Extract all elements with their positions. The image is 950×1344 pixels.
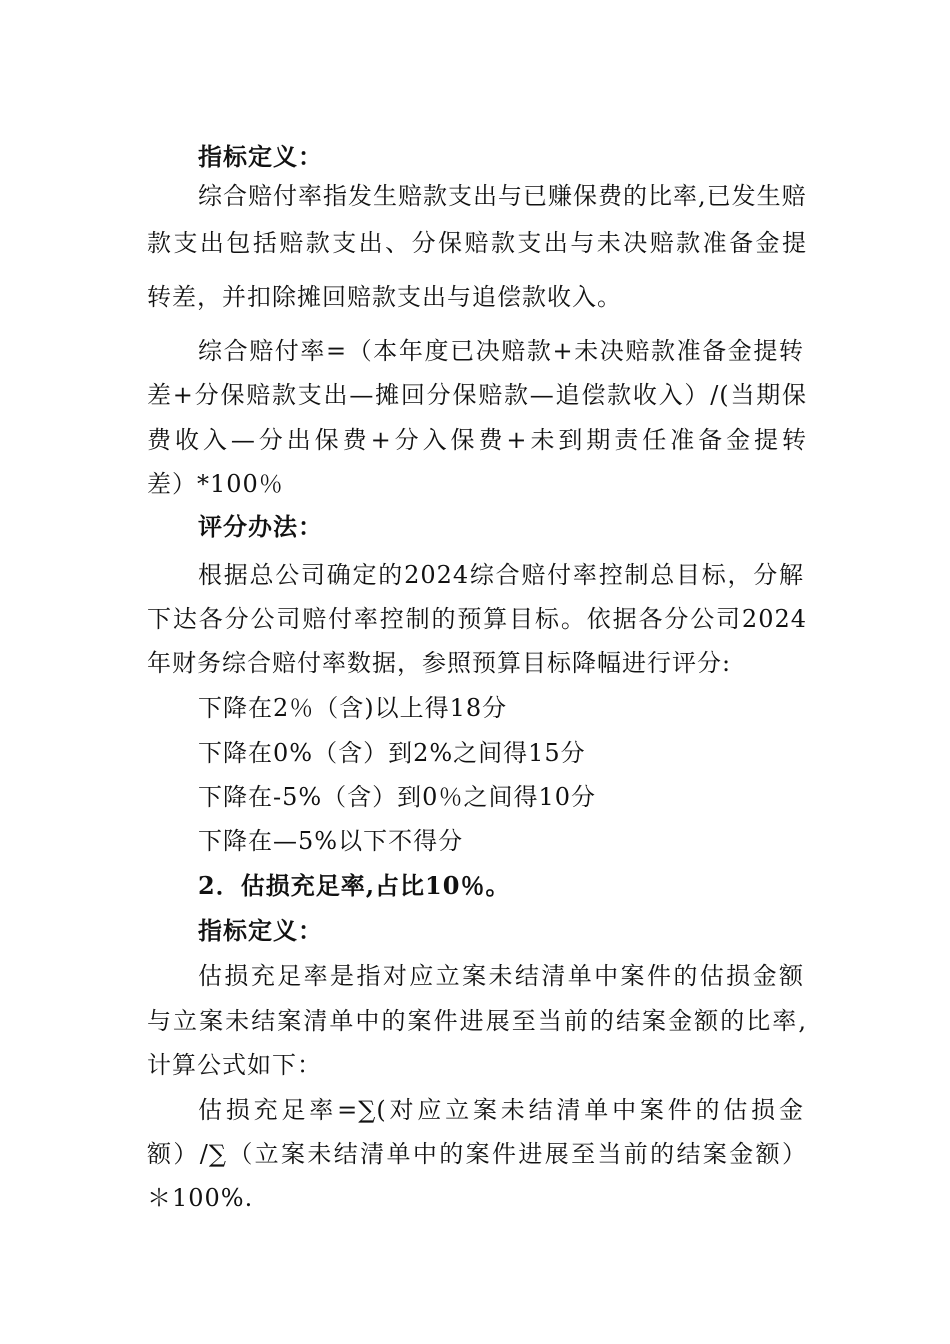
- formula-line-2: 差+分保赔款支出—摊回分保赔款—追偿款收入）/(当期保: [147, 381, 807, 409]
- section2-title: 2．估损充足率,占比10％。: [198, 871, 511, 900]
- section2-definition-line-3: 计算公式如下：: [147, 1051, 322, 1079]
- scoring-line-3: 年财务综合赔付率数据，参照预算目标降幅进行评分:: [147, 649, 732, 677]
- formula-line-1: 综合赔付率=（本年度已决赔款+未决赔款准备金提转: [198, 337, 804, 365]
- section1-definition-heading: 指标定义：: [198, 142, 323, 171]
- section1-definition-line-3: 转差，并扣除摊回赔款支出与追偿款收入。: [147, 283, 622, 311]
- scoring-heading: 评分办法：: [198, 512, 323, 541]
- score-item-3: 下降在-5%（含）到0％之间得10分: [198, 783, 596, 811]
- score-item-4: 下降在—5%以下不得分: [198, 827, 464, 855]
- formula-line-3: 费收入—分出保费+分入保费+未到期责任准备金提转: [147, 426, 807, 454]
- section2-formula-line-1: 估损充足率=∑(对应立案未结清单中案件的估损金: [198, 1096, 804, 1124]
- section2-formula-line-3: ＊100%.: [147, 1184, 254, 1212]
- section2-formula-line-2: 额）/∑（立案未结清单中的案件进展至当前的结案金额）: [147, 1140, 807, 1168]
- section1-definition-line-2: 款支出包括赔款支出、分保赔款支出与未决赔款准备金提: [147, 229, 807, 257]
- formula-line-4: 差）*100％: [147, 470, 284, 498]
- section1-definition-line-1: 综合赔付率指发生赔款支出与已赚保费的比率,已发生赔: [198, 182, 807, 210]
- section2-definition-line-2: 与立案未结案清单中的案件进展至当前的结案金额的比率,: [147, 1007, 807, 1035]
- score-item-1: 下降在2％（含)以上得18分: [198, 694, 508, 722]
- score-item-2: 下降在0%（含）到2%之间得15分: [198, 739, 586, 767]
- section2-definition-line-1: 估损充足率是指对应立案未结清单中案件的估损金额: [198, 962, 804, 990]
- section2-definition-heading: 指标定义：: [198, 916, 323, 945]
- scoring-line-2: 下达各分公司赔付率控制的预算目标。依据各分公司2024: [147, 605, 807, 633]
- scoring-line-1: 根据总公司确定的2024综合赔付率控制总目标，分解: [198, 561, 804, 589]
